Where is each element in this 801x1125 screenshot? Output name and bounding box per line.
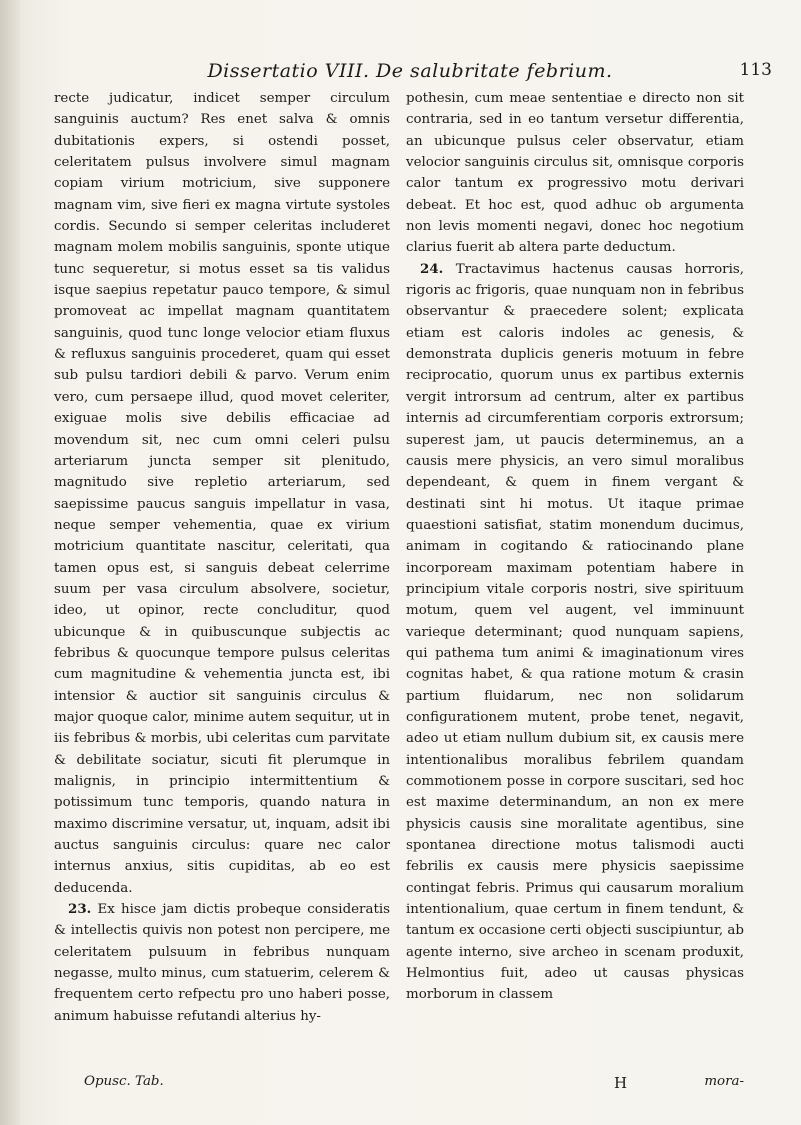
paragraph-text: Tractavimus hactenus causas horroris, rigoris ac frigoris, quae nunquam non in febribus observantur & praecedere solent; explicata etiam est caloris indoles ac genesis, & demonstrata duplicis generis motuum in febre reciprocatio, quorum unus ex partibus externis vergit introrsum ad centrum, alter ex partibus internis ad circumferentiam corporis extrorsum; superest jam, ut paucis determinemus, an a causis mere physicis, an vero simul moralibus dependeant, & quem in finem vergant & destinati sint hi motus. Ut itaque primae quaestioni satisfiat, statim monendum ducimus, animam in cogitando & ratiocinando plane incorpoream maximam potentiam habere in principium vitale corporis nostri, sive spirituum motum, quem vel augent, vel imminuunt varieque determinant; quod nunquam sapiens, qui pathema tum animi & imaginationum vires cognitas habet, & qua ratione motum & crasin partium fluidarum, nec non solidarum configurationem mutent, probe tenet, negavit, adeo ut etiam nullum dubium sit, ex causis mere intentionalibus moralibus febrilem quandam commotionem posse in corpore suscitari, sed hoc est maxime determinandum, an non ex mere physicis causis sine moralitate agentibus, sine spontanea directione motus talismodi aucti febrilis ex causis mere physicis saepissime contingat febris. Primus qui causarum moralium intentionalium, quae certum in finem tendunt, & tantum ex occasione certi objecti suscipiuntur, ab agente interno, sive archeo in scenam produxit, Helmontius fuit, adeo ut causas physicas morborum in classem — [406, 261, 744, 1003]
page-footer — [54, 1074, 744, 1098]
page-gutter — [0, 0, 20, 1125]
paragraph-text: Ex hisce jam dictis probeque consideratis & intellectis quivis non potest non percipere, me celeritatem pulsuum in febribus nunquam negasse, multo minus, cum statuerim, celerem & frequentem certo refpectu pro uno haberi posse, animum habuisse refutandi alterius hy- — [54, 902, 390, 1024]
right-column — [406, 88, 744, 1006]
signature-mark: H — [614, 1074, 628, 1092]
volume-mark: Opusc. Tab. — [84, 1074, 164, 1089]
paragraph-22-continuation: recte judicatur, indicet semper circulum sanguinis auctum? Res enet salva & omnis dubitationis expers, si ostendi posset, celeritatem pulsus involvere simul magnam copiam virium motricium, sive supponere magnam vim, sive fieri ex magna virtute systoles cordis. Secundo si semper celeritas includeret magnam molem mobilis sanguinis, sponte utique tunc sequeretur, si motus esset sa tis validus isque saepius repetatur pauco tempore, & simul promoveat ac impellat magnam quantitatem sanguinis, quod tunc longe velocior etiam fluxus & refluxus sanguinis procederet, quam qui esset sub pulsu tardiori debili & parvo. Verum enim vero, cum persaepe illud, quod movet celeriter, exiguae molis sive debilis efficaciae ad movendum sit, nec cum omni celeri pulsu arteriarum juncta semper sit plenitudo, magnitudo sive repletio arteriarum, sed saepissime paucus sanguis impellatur in vasa, neque semper vehementia, quae ex virium motricium quantitate nascitur, celeritati, qua tamen opus est, si sanguis debeat celerrime suum per vasa circulum absolvere, societur, ideo, ut opinor, recte concluditur, quod ubicunque & in quibuscunque subjectis ac febribus & quocunque tempore pulsus celeritas cum magnitudine & vehementia juncta est, ibi intensior & auctior sit sanguinis circulus & major quoque calor, minime autem sequitur, ut in iis febribus & morbis, ubi celeritas cum parvitate & debilitate sociatur, sicuti fit plerumque in malignis, in principio intermittentium & potissimum tunc temporis, quando natura in maximo discrimine versatur, ut, inquam, adsit ibi auctus sanguinis circulus: quare nec calor internus anxius, sitis cupiditas, ab eo est deducenda. — [54, 91, 390, 896]
page-header — [60, 60, 772, 88]
running-title: Dissertatio VIII. De salubritate febrium. — [207, 60, 613, 82]
page-number: 113 — [739, 60, 772, 80]
paragraph-23 — [54, 899, 390, 1027]
left-column — [54, 88, 390, 1027]
section-number: 24. — [420, 260, 444, 277]
paragraph-23-continuation: pothesin, cum meae sententiae e directo non sit contraria, sed in eo tantum versetur differentia, an ubicunque pulsus celer observatur, etiam velocior sanguinis circulus sit, omnisque corporis calor tantum ex progressivo motu derivari debeat. Et hoc est, quod adhuc ob argumenta non levis momenti negavi, donec hoc negotium clarius fuerit ab altera parte deductum. — [406, 91, 744, 256]
catchword: mora- — [704, 1074, 744, 1089]
section-number: 23. — [68, 901, 92, 918]
paragraph-24 — [406, 259, 744, 1006]
